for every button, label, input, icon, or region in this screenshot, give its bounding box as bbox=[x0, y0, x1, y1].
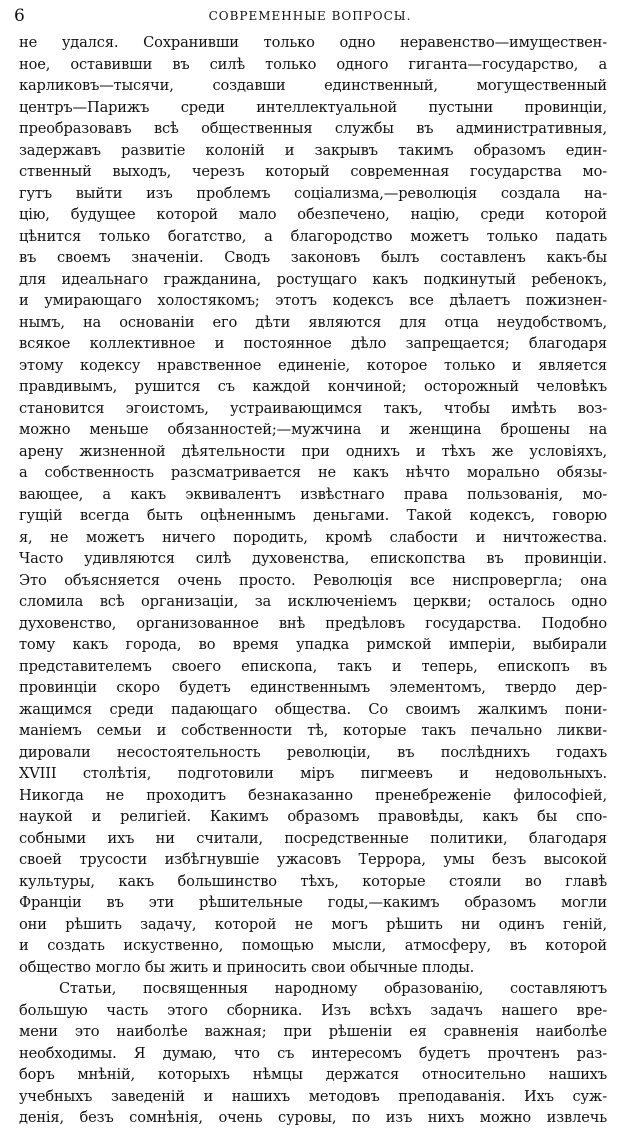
text-line: духовенство, организованное внѣ предѣловъ государства. Подобно bbox=[19, 614, 607, 632]
text-line: гущій всегда быть оцѣненнымъ деньгами. Такой кодексъ, говорю bbox=[19, 507, 607, 524]
text-line: боръ мнѣній, которыхъ нѣмцы держатся относительно нашихъ bbox=[19, 1066, 607, 1083]
text-line: вающее, а какъ эквивалентъ извѣстнаго права пользованія, мо- bbox=[19, 485, 607, 503]
text-line: большую часть этого сборника. Изъ всѣхъ задачъ нашего вре- bbox=[19, 1001, 607, 1019]
running-head bbox=[14, 6, 606, 26]
text-line: задержавъ развитіе колоній и закрывъ такимъ образомъ един- bbox=[19, 141, 607, 159]
text-line: сломила всѣ организаціи, за исключеніемъ церкви; осталось одно bbox=[19, 593, 607, 610]
text-line: XVIII столѣтія, подготовили міръ пигмеевъ и недовольныхъ. bbox=[19, 765, 607, 782]
body-text bbox=[19, 32, 607, 1129]
paragraph-end-line: общество могло бы жить и приносить свои обычные плоды. bbox=[19, 958, 475, 976]
text-line: жащимся среди падающаго общества. Со своимъ жалкимъ пони- bbox=[19, 700, 607, 718]
text-line: и умирающаго холостякомъ; этотъ кодексъ все дѣлаетъ пожизнен- bbox=[19, 292, 607, 309]
text-line: не удался. Сохранивши только одно неравенство—имуществен- bbox=[19, 34, 607, 51]
text-line: преобразовавъ всѣ общественныя службы въ административныя, bbox=[19, 120, 607, 137]
text-line: тому какъ города, во время упадка римской имперіи, выбирали bbox=[19, 636, 607, 653]
text-line: центръ—Парижъ среди интеллектуальной пустыни провинціи, bbox=[19, 98, 607, 116]
text-line: денія, безъ сомнѣнія, очень суровы, по изъ нихъ можно извлечь bbox=[19, 1109, 607, 1126]
text-line: всякое коллективное и постоянное дѣло запрещается; благодаря bbox=[19, 335, 607, 352]
text-line: карликовъ—тысячи, создавши единственный, могущественный bbox=[19, 77, 607, 94]
text-line: арену жизненной дѣятельности при однихъ и тѣхъ же условіяхъ, bbox=[19, 442, 607, 460]
text-line: наукой и религіей. Какимъ образомъ правовѣды, какъ бы спо- bbox=[19, 808, 607, 825]
text-line: этому кодексу нравственное единеніе, которое только и является bbox=[19, 356, 607, 374]
text-line: провинціи скоро будетъ единственнымъ элементомъ, твердо дер- bbox=[19, 679, 607, 696]
text-line: можно меньше обязанностей;—мужчина и женщина брошены на bbox=[19, 421, 607, 438]
paragraph-start-line: Статьи, посвященныя народному образованію, составляютъ bbox=[59, 980, 607, 997]
text-line: представителемъ своего епископа, такъ и теперь, епископъ въ bbox=[19, 657, 607, 675]
text-line: Часто удивляются силѣ духовенства, епископства въ провинціи. bbox=[19, 550, 607, 567]
text-line: дировали несостоятельность революціи, въ послѣднихъ годахъ bbox=[19, 743, 607, 761]
text-line: маніемъ семьи и собственности тѣ, которые такъ печально ликви- bbox=[19, 722, 607, 739]
text-line: ственный выходъ, черезъ который современная государства мо- bbox=[19, 163, 607, 180]
text-line: ное, оставивши въ силѣ только одного гиганта—государство, а bbox=[19, 55, 607, 73]
text-line: Франціи въ эти рѣшительные годы,—какимъ образомъ могли bbox=[19, 894, 607, 911]
text-line: становится эгоистомъ, устраивающимся такъ, чтобы имѣть воз- bbox=[19, 399, 607, 417]
text-line: а собственность разсматривается не какъ нѣчто морально обязы- bbox=[19, 464, 607, 481]
text-line: правдивымъ, рушится съ каждой кончиной; осторожный человѣкъ bbox=[19, 378, 607, 395]
text-line: собными ихъ ни считали, посредственные политики, благодаря bbox=[19, 829, 607, 847]
text-line: мени это наиболѣе важная; при рѣшеніи ея сравненія наиболѣе bbox=[19, 1023, 607, 1040]
running-title: СОВРЕМЕННЫЕ ВОПРОСЫ. bbox=[208, 9, 412, 23]
text-line: своей трусости избѣгнувшіе ужасовъ Террора, умы безъ высокой bbox=[19, 851, 607, 868]
text-line: учебныхъ заведеній и нашихъ методовъ преподаванія. Ихъ суж- bbox=[19, 1087, 607, 1105]
text-line: цѣнится только богатство, а благородство можетъ только падать bbox=[19, 227, 607, 245]
text-line: необходимы. Я думаю, что съ интересомъ будетъ прочтенъ раз- bbox=[19, 1044, 607, 1062]
page-number: 6 bbox=[14, 6, 25, 26]
text-line: я, не можетъ ничего породить, кромѣ слабости и ничтожества. bbox=[19, 528, 607, 546]
text-line: Никогда не проходитъ безнаказанно пренебреженіе философіей, bbox=[19, 786, 607, 804]
text-line: нымъ, на основаніи его дѣти являются для отца неудобствомъ, bbox=[19, 313, 607, 331]
text-line: въ своемъ значеніи. Сводъ законовъ былъ составленъ какъ-бы bbox=[19, 249, 607, 266]
text-line: для идеальнаго гражданина, ростущаго какъ подкинутый ребенокъ, bbox=[19, 270, 607, 288]
text-line: и создать искуственно, помощью мысли, атмосферу, въ которой bbox=[19, 937, 607, 954]
text-line: цію, будущее которой мало обезпечено, націю, среди которой bbox=[19, 206, 607, 223]
text-line: культуры, какъ большинство тѣхъ, которые стояли во главѣ bbox=[19, 872, 607, 890]
text-line: Это объясняется очень просто. Революція все ниспровергла; она bbox=[19, 571, 607, 589]
text-line: они рѣшить задачу, которой не могъ рѣшить ни одинъ геній, bbox=[19, 915, 607, 933]
text-line: гутъ выйти изъ проблемъ соціализма,—революція создала на- bbox=[19, 184, 607, 202]
